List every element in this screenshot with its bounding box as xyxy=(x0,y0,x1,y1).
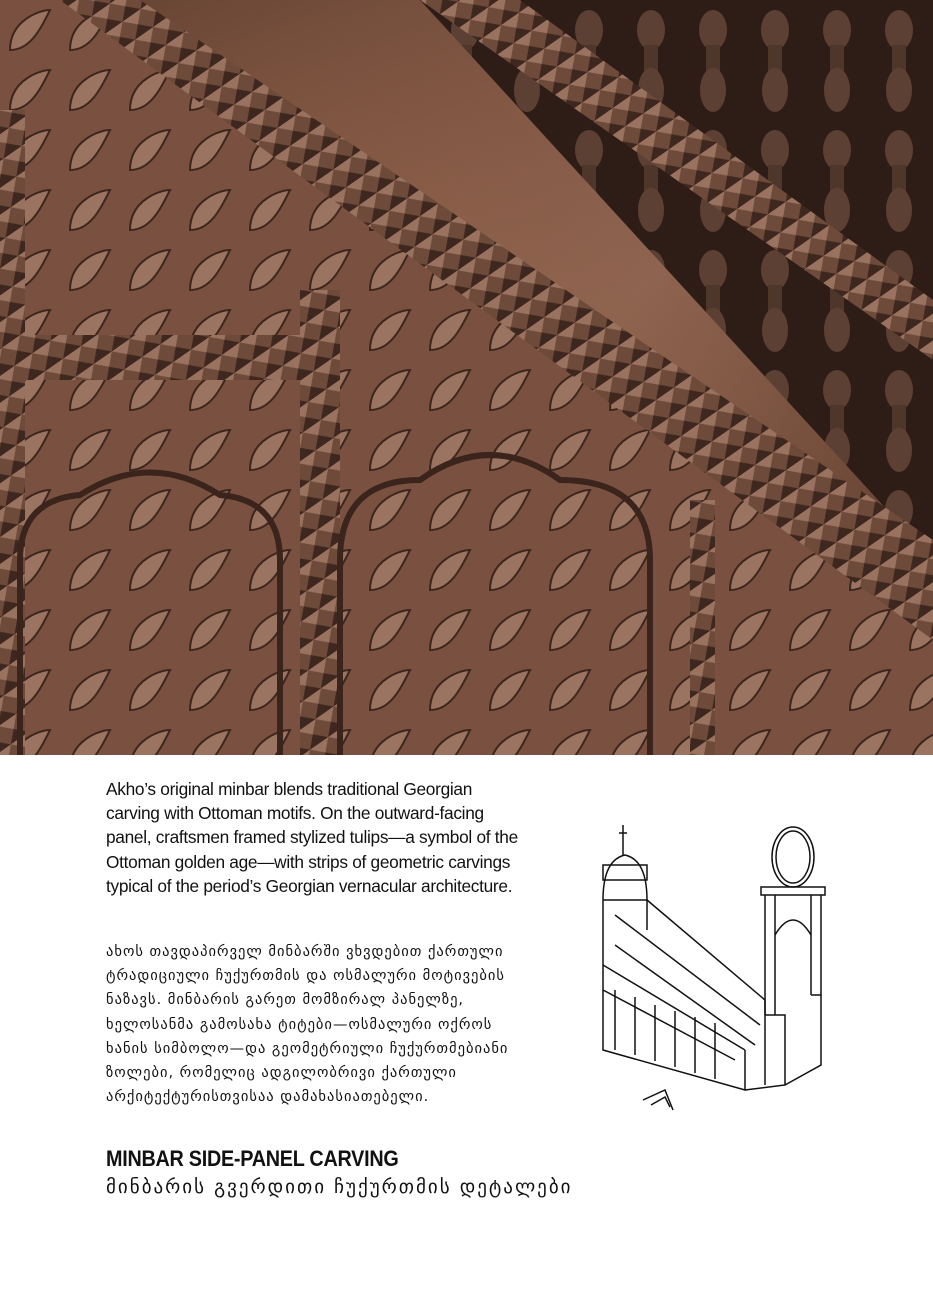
caption-english: Akho’s original minbar blends traditional Georgian carving with Ottoman motifs. On the outward-facing panel, craftsmen framed stylized tulips—a symbol of the Ottoman golden age—with strips of geometric carvings typical of the period’s Georgian vernacular architecture. xyxy=(106,779,518,896)
section-title: MINBAR SIDE-PANEL CARVING xyxy=(106,1146,399,1171)
caption-georgian: ახოს თავდაპირველ მინბარში ვხვდებით ქართული ტრადიციული ჩუქურთმის და ოსმალური მოტივების ნაზავს. მინბარის გარეთ მომზირალ პანელზე, ხელოსანმა გამოსახა ტიტები—ოსმალური ოქროს ხანის სიმბოლო—და გეომეტრიული ჩუქურთმებიანი ზოლები, რომელიც ადგილობრივი ქართული არქიტექტურისთვისაა დამახასიათებელი. xyxy=(106,944,509,1106)
minbar-line-drawing xyxy=(595,815,835,1120)
section-subtitle-georgian: მინბარის გვერდითი ჩუქურთმის დეტალები xyxy=(106,1176,573,1198)
